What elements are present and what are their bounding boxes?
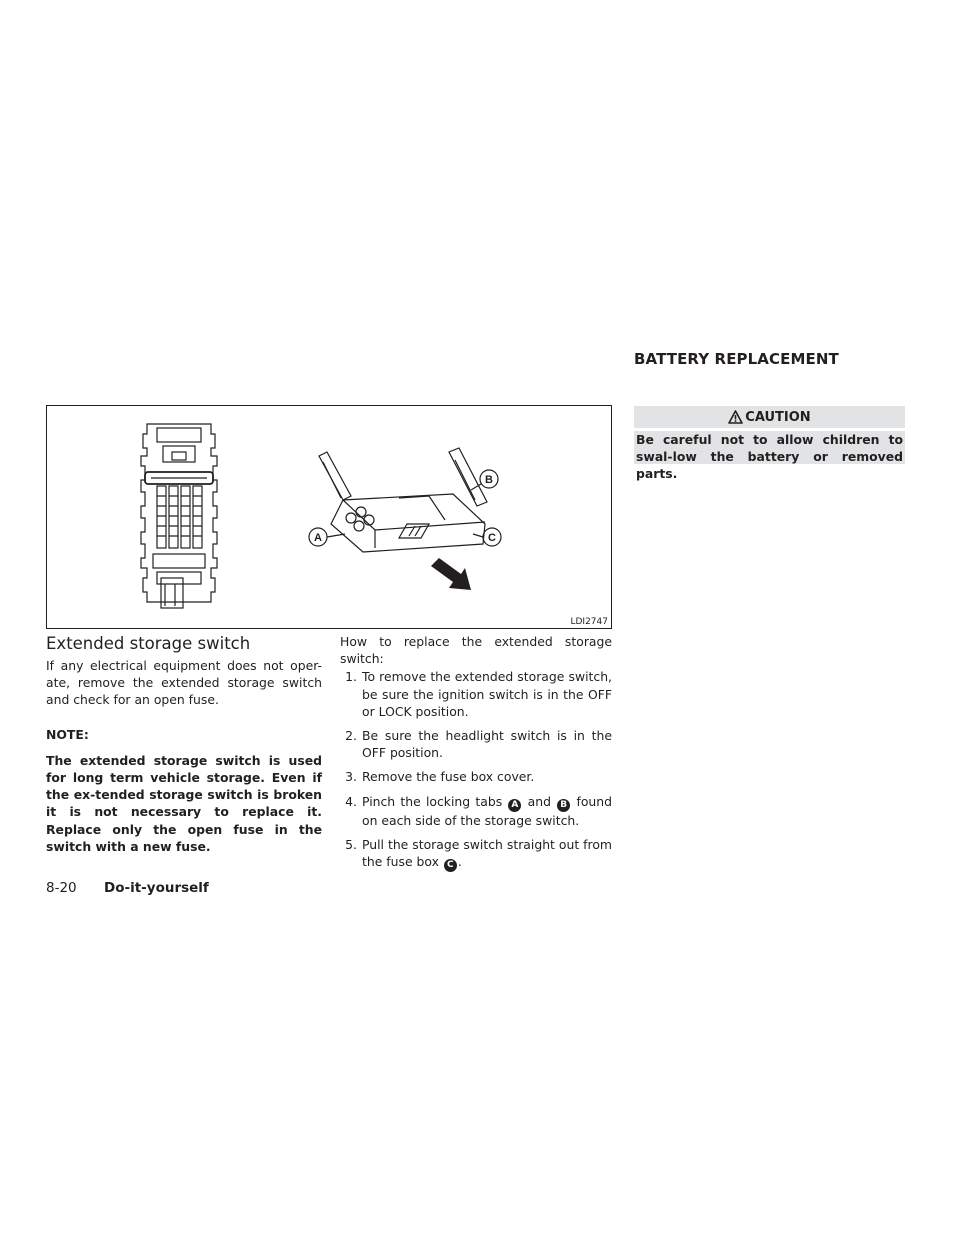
step-item [340,668,612,720]
step-item [340,793,612,829]
step-text: Remove the fuse box cover. [362,769,535,785]
step-text [362,836,612,872]
callout-c-marker: C [444,859,457,872]
step-number: 4. [345,793,357,809]
note-text: The extended storage switch is used for long term vehicle storage. Even if the ex-tended storage switch is broken it is not necessary to replace it. Replace only the open fuse in the switch with a new fuse. [46,752,322,854]
illustration-figure [46,405,612,629]
caution-title: CAUTION [745,409,811,425]
step-text-part: Pinch the locking tabs [362,793,503,809]
step-item [340,768,612,785]
step-text: Be sure the headlight switch is in the OFF position. [362,728,612,761]
section-header: BATTERY REPLACEMENT [634,350,839,368]
step-number: 5. [345,836,357,852]
left-column [46,657,322,855]
callout-b: B [485,474,493,486]
intro-paragraph: If any electrical equipment does not oper-ate, remove the extended storage switch and check for an open fuse. [46,658,322,708]
callout-a-marker: A [508,799,521,812]
step-number: 1. [345,669,357,685]
note-label: NOTE: [46,726,89,742]
page-number: 8-20 [46,880,77,896]
pull-direction-arrow-icon [431,558,471,590]
procedure-intro: How to replace the extended storage switch: [340,634,612,667]
callout-a: A [314,532,322,544]
step-text-part: found on each side of the storage switch. [362,793,612,828]
warning-triangle-icon [728,410,743,424]
step-text-part: and [527,793,551,809]
step-text [362,793,612,829]
step-item [340,727,612,761]
step-text-part: . [457,854,462,870]
caution-text: Be careful not to allow children to swal-low the battery or removed parts. [636,432,903,481]
caution-header [634,406,905,428]
callout-b-marker: B [557,799,570,812]
callout-c: C [488,532,496,544]
procedure-column [340,633,612,872]
step-number: 3. [345,769,357,785]
step-number: 2. [345,728,357,744]
step-text: To remove the extended storage switch, be sure the ignition switch is in the OFF or LOCK position. [362,669,612,719]
fuse-box-diagram [47,406,611,628]
chapter-title: Do-it-yourself [104,880,209,896]
figure-code: LDI2747 [570,617,608,627]
section-heading: Extended storage switch [46,634,251,653]
step-item [340,836,612,872]
step-text-part: Pull the storage switch straight out from the fuse box [362,836,612,870]
